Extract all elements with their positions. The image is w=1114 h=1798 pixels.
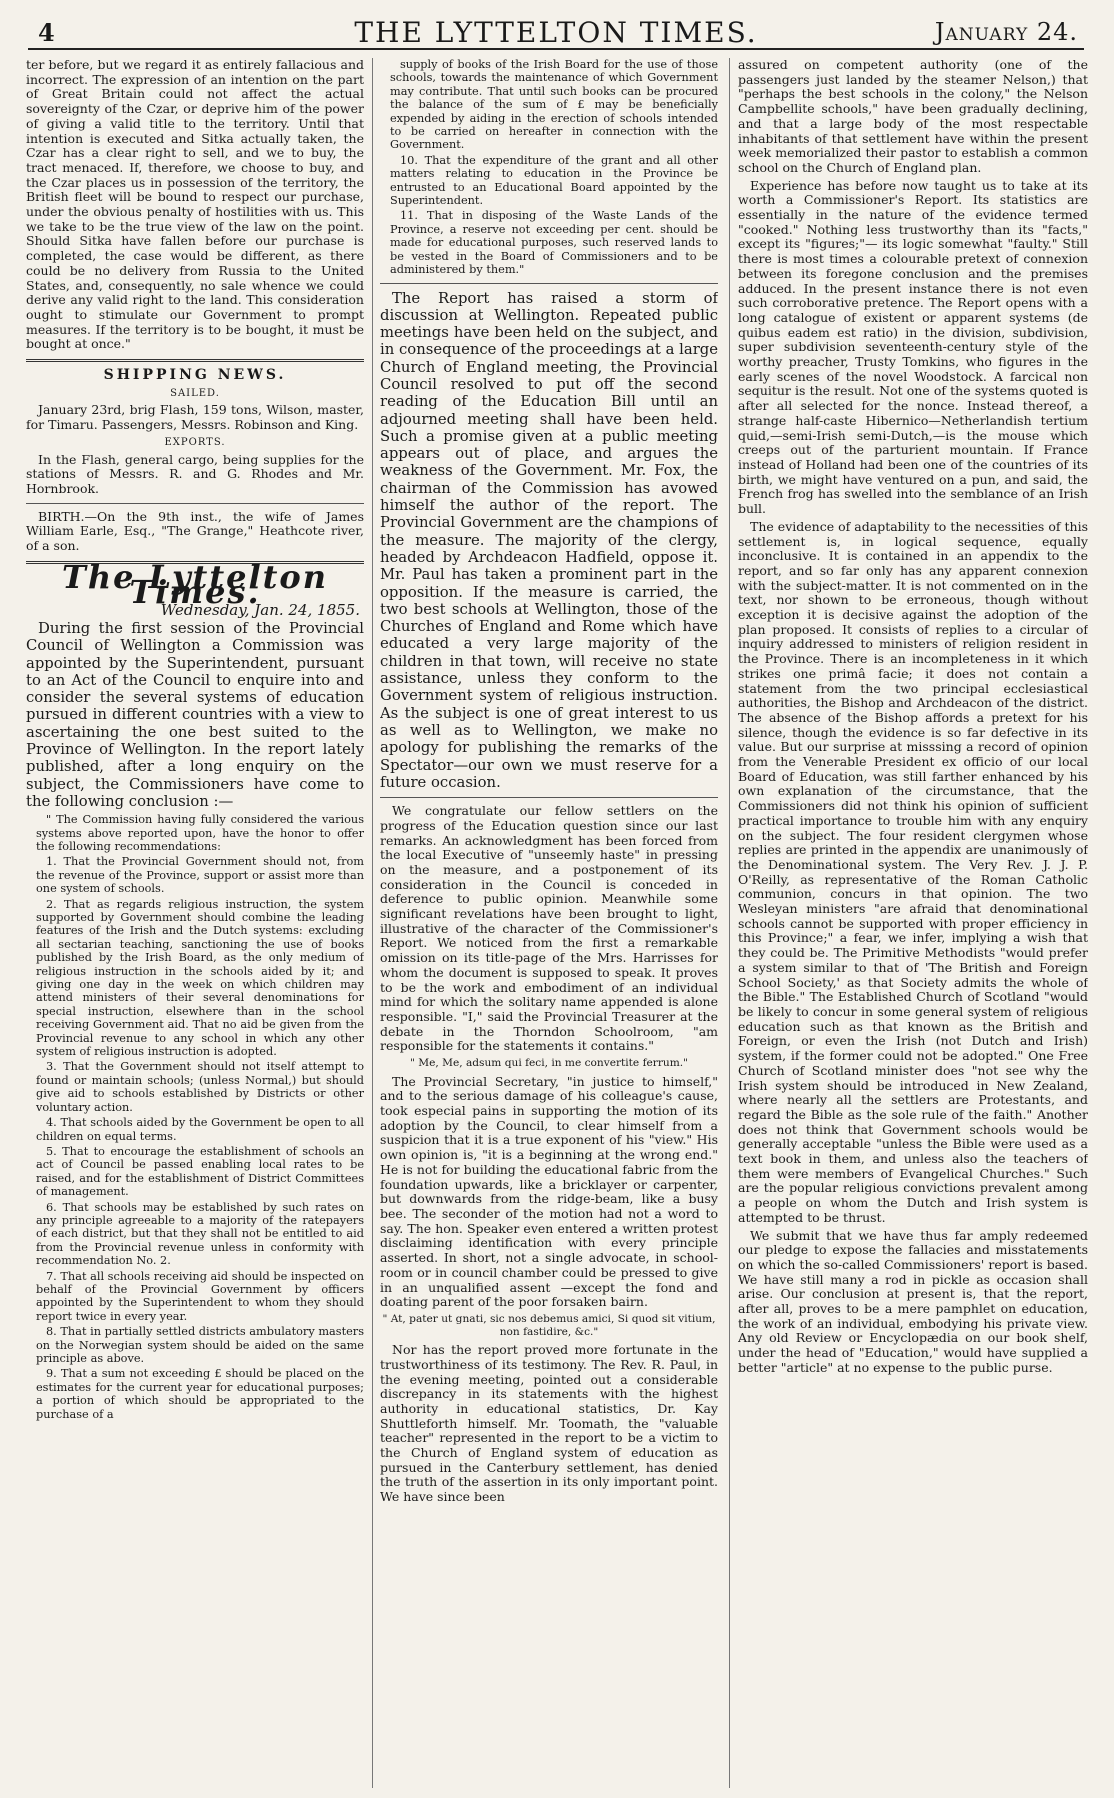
recommendation: 4. That schools aided by the Government be open to all children on equal terms. <box>36 1116 364 1143</box>
spectator-paragraph: We congratulate our fellow settlers on the progress of the Education question since our last remarks. An acknowledgment has been forced from the local Executive of "unseemly haste" in pressing on the measure, and a postponement of its consideration in the Council is conceded in deference to public opinion. Meanwhile some significant revelations have been brought to light, illustrative of the character of the Commissioner's Report. We noticed from the first a remarkable omission on its title-page of the Mrs. Harrisses for whom the document is supposed to speak. It proves to be the work and embodiment of an individual mind for which the solitary name appended is alone responsible. "I," said the Provincial Treasurer at the debate in the Thorndon Schoolroom, "am responsible for the statements it contains." <box>380 803 718 1054</box>
column-2 <box>380 58 718 1788</box>
editorial-title: The Lyttelton Times. <box>62 557 328 611</box>
recommendation: 8. That in partially settled districts ambulatory masters on the Norwegian system should be aided on the same principle as above. <box>36 1325 364 1366</box>
birth-notice: BIRTH.—On the 9th inst., the wife of James William Earle, Esq., "The Grange," Heathcote river, of a son. <box>26 508 364 554</box>
column-3 <box>738 58 1088 1788</box>
issue-date: January 24. <box>934 18 1078 46</box>
spectator-paragraph: Experience has before now taught us to take at its worth a Commissioner's Report. Its statistics are essentially in the nature of the evidence termed "cooked." Nothing less trustworthy than its "facts," except its "figures;"— its logic somewhat "faulty." Still there is most times a colourable pretext of connexion between its foregone conclusion and the premises adduced. In the present instance there is not even such corroborative pretence. The Report opens with a long catalogue of existent or apparent systems (de quibus eadem est ratio) in the division, subdivision, super subdivision seventeenth-century style of the worthy preacher, Trusty Tomkins, who figures in the early scenes of the novel Woodstock. A farcical non sequitur is the result. Not one of the systems quoted is after all selected for the nonce. Instead thereof, a strange half-caste Hibernico—Netherlandish tertium quid,—semi-Irish semi-Dutch,—is the mouse which creeps out of the parturient mountain. If France instead of Holland had been one of the countries of its birth, we might have ventured on a pun, and said, the French frog has swelled into the semblance of an Irish bull. <box>738 177 1088 517</box>
shipping-news-heading: SHIPPING NEWS. <box>103 367 287 384</box>
latin-quote: " At, pater ut gnati, sic nos debemus amici, Si quod sit vitium, non fastidire, &c." <box>382 1312 716 1338</box>
divider <box>380 283 718 284</box>
latin-quote: " Me, Me, adsum qui feci, in me convertite ferrum." <box>410 1057 688 1070</box>
recommendation: 7. That all schools receiving aid should be inspected on behalf of the Provincial Government by officers appointed by the Superintendent to whom they should report twice in every year. <box>36 1269 364 1323</box>
recommendation: 11. That in disposing of the Waste Lands of the Province, a reserve not exceeding per cent. should be made for educational purposes, such reserved lands to be vested in the Board of Commissioners and to be administered by them." <box>390 209 718 277</box>
recommendation: 3. That the Government should not itself attempt to found or maintain schools; (unless Normal,) but should give aid to schools established by Districts or other voluntary action. <box>36 1060 364 1114</box>
spectator-paragraph: The evidence of adaptability to the necessities of this settlement is, in logical sequence, equally inconclusive. It is contained in an appendix to the report, and so far only has any apparent connexion with the subject-matter. It is not commented on in the text, nor shown to be erroneous, though without exception it is decisive against the adoption of the plan proposed. It consists of replies to a circular of inquiry addressed to ministers of religion resident in the Province. There is an incompleteness in it which strikes one primâ facie; it does not contain a statement from the two principal ecclesiastical authorities, the Bishop and Archdeacon of the district. The absence of the Bishop affords a pretext for his silence, though the evidence is so far defective in its value. But our surprise at misssing a record of opinion from the Venerable President ex officio of our local Board of Education, was still farther enhanced by his own explanation of the circumstance, that the Commissioners did not think his opinion of sufficient practical importance to trouble him with any enquiry on the subject. The four resident clergymen whose replies are printed in the appendix are unanimously of the Denominational system. The Very Rev. J. J. P. O'Reilly, as representative of the Roman Catholic communion, concurs in that opinion. The two Wesleyan ministers "are afraid that denominational schools cannot be supported with proper efficiency in this Province;" a fear, we infer, implying a wish that they could be. The Primitive Methodists "would prefer a system similar to that of 'The British and Foreign School Society,' as that Society admits the whole of the Bible." The Established Church of Scotland "would be likely to concur in some general system of religious education such as that known as the British and Foreign, or even the Irish (not Dutch and Irish) system, if the former could not be adopted." One Free Church of Scotland minister does "not see why the Irish system should be introduced in New Zealand, where nearly all the settlers are Protestants, and regard the Bible as the sole rule of the faith." Another does not think that Government schools would be generally acceptable "unless the Bible were used as a text book in them, and unless also the teachers of them were members of Evangelical Churches." Such are the popular religious convictions prevalent among a people on whom the Dutch and Irish system is attempted to be thrust. <box>738 518 1088 1225</box>
column-1 <box>26 58 364 1788</box>
masthead <box>28 14 1084 50</box>
paper-name: THE LYTTELTON TIMES. <box>354 16 758 49</box>
recommendation: 1. That the Provincial Government should not, from the revenue of the Province, support or assist more than one system of schools. <box>36 855 364 896</box>
spectator-paragraph: The Provincial Secretary, "in justice to himself," and to the serious damage of his colleague's cause, took especial pains in supporting the motion of its adoption by the Council, to clear himself from a suspicion that it is a true exponent of his "view." His own opinion is, "it is a beginning at the wrong end." He is not for building the educational fabric from the foundation upwards, like a bricklayer or carpenter, but downwards from the ridge-beam, like a busy bee. The seconder of the motion had not a word to say. The hon. Speaker even entered a written protest disclaiming identification with every principle asserted. In short, not a single advocate, in school-room or in council chamber could be pressed to give in an unqualified assent —except the fond and doating parent of the poor forsaken bairn. <box>380 1073 718 1310</box>
recommendation: 2. That as regards religious instruction, the system supported by Government should combine the leading features of the Irish and the Dutch systems: excluding all sectarian teaching, sanctioning the use of books published by the Irish Board, as the only medium of religious instruction in the schools aided by it; and giving one day in the week on which children may attend ministers of their several denominations for special instruction, elsewhere than in the school receiving Government aid. That no aid be given from the Provincial revenue to any school in which any other system of religious instruction is adopted. <box>36 897 364 1059</box>
spectator-paragraph: We submit that we have thus far amply redeemed our pledge to expose the fallacies and misstatements on which the so-called Commissioners' report is based. We have still many a rod in pickle as occasion shall arise. Our conclusion at present is, that the report, after all, proves to be a mere pamphlet on education, the work of an individual, embodying his private view. Any old Review or Encyclopædia on our book shelf, under the head of "Education," would have supplied a better "article" at no expense to the public purse. <box>738 1227 1088 1375</box>
editorial-lead: During the first session of the Provincial Council of Wellington a Commission was appointed by the Superintendent, pursuant to an Act of the Council to enquire into and consider the several systems of education pursued in different countries with a view to ascertaining the one best suited to the Province of Wellington. In the report lately published, after a long enquiry on the subject, the Commissioners have come to the following conclusion :— <box>26 619 364 810</box>
spectator-continuation: assured on competent authority (one of the passengers just landed by the steamer Nelson,) that "perhaps the best schools in the colony," the Nelson Campbellite schools," have been gradually declining, and that a large body of the most respectable inhabitants of that settlement have within the present week memorialized their pastor to establish a common school on the Church of England plan. <box>738 58 1088 175</box>
recommendation: 5. That to encourage the establishment of schools an act of Council be passed enabling local rates to be raised, and for the establishment of District Committees of management. <box>36 1144 364 1199</box>
divider <box>26 503 364 504</box>
dateline: Wednesday, Jan. 24, 1855. <box>160 601 360 620</box>
exports-notice: In the Flash, general cargo, being supplies for the stations of Messrs. R. and G. Rhodes and Mr. Hornbrook. <box>26 451 364 496</box>
sailed-notice: January 23rd, brig Flash, 159 tons, Wilson, master, for Timaru. Passengers, Messrs. Robinson and King. <box>26 402 364 433</box>
column-rule <box>729 58 730 1788</box>
recommendations-intro: " The Commission having fully considered the various systems above reported upon, have the honor to offer the following recommendations: <box>36 813 364 853</box>
page-number: 4 <box>38 18 55 47</box>
exports-label: EXPORTS. <box>164 436 226 448</box>
recommendation-continuation: supply of books of the Irish Board for the use of those schools, towards the maintenance of which Government may contribute. That until such books can be procured the balance of the sum of £ may be beneficially expended by aiding in the erection of schools intended to be carried on hereafter in connection with the Government. <box>390 58 718 152</box>
article-continuation: ter before, but we regard it as entirely fallacious and incorrect. The expression of an intention on the part of Great Britain could not affect the actual sovereignty of the Czar, or deprive him of the power of giving a valid title to the territory. Until that intention is executed and Sitka actually taken, the Czar has a clear right to sell, and we to buy, the tract menaced. If, therefore, we choose to buy, and the Czar places us in possession of the territory, the British fleet will be bound to respect our purchase, under the obvious penalty of hostilities with us. This we take to be the true view of the law on the point. Should Sitka have fallen before our purchase is completed, the case would be different, as there could be no delivery from Russia to the United States, and, consequently, no sale whence we could derive any valid right to the land. This consideration ought to stimulate our Government to prompt measures. If the territory is to be bought, it must be bought at once." <box>26 58 364 352</box>
divider <box>26 359 364 362</box>
spectator-paragraph: Nor has the report proved more fortunate in the trustworthiness of its testimony. The Rev. R. Paul, in the evening meeting, pointed out a considerable discrepancy in its statements with the highest authority in educational statistics, Dr. Kay Shuttleforth himself. Mr. Toomath, the "valuable teacher" represented in the report to be a victim to the Church of England system of education as pursued in the Canterbury settlement, has denied the truth of the assertion in its only important point. We have since been <box>380 1342 718 1505</box>
recommendation: 10. That the expenditure of the grant and all other matters relating to education in the Province be entrusted to an Educational Board appointed by the Superintendent. <box>390 153 718 208</box>
divider <box>380 797 718 798</box>
recommendation: 6. That schools may be established by such rates on any principle agreeable to a majority of the ratepayers of each district, but that they shall not be entitled to aid from the Provincial revenue unless in conformity with recommendation No. 2. <box>36 1200 364 1268</box>
column-rule <box>372 58 373 1788</box>
sailed-label: SAILED. <box>170 387 220 399</box>
editorial-paragraph: The Report has raised a storm of discussion at Wellington. Repeated public meetings have been held on the subject, and in consequence of the proceedings at a large Church of England meeting, the Provincial Council resolved to put off the second reading of the Education Bill until an adjourned meeting shall have been held. Such a promise given at a public meeting appears out of place, and argues the weakness of the Government. Mr. Fox, the chairman of the Commission has avowed himself the author of the report. The Provincial Government are the champions of the measure. The majority of the clergy, headed by Archdeacon Hadfield, oppose it. Mr. Paul has taken a prominent part in the opposition. If the measure is carried, the two best schools at Wellington, those of the Churches of England and Rome which have educated a very large majority of the children in that town, will receive no state assistance, unless they conform to the Government system of religious instruction. As the subject is one of great interest to us as well as to Wellington, we make no apology for publishing the remarks of the Spectator—our own we must reserve for a future occasion. <box>380 289 718 791</box>
recommendation: 9. That a sum not exceeding £ should be placed on the estimates for the current year for educational purposes; a portion of which should be appropriated to the purchase of a <box>36 1367 364 1421</box>
